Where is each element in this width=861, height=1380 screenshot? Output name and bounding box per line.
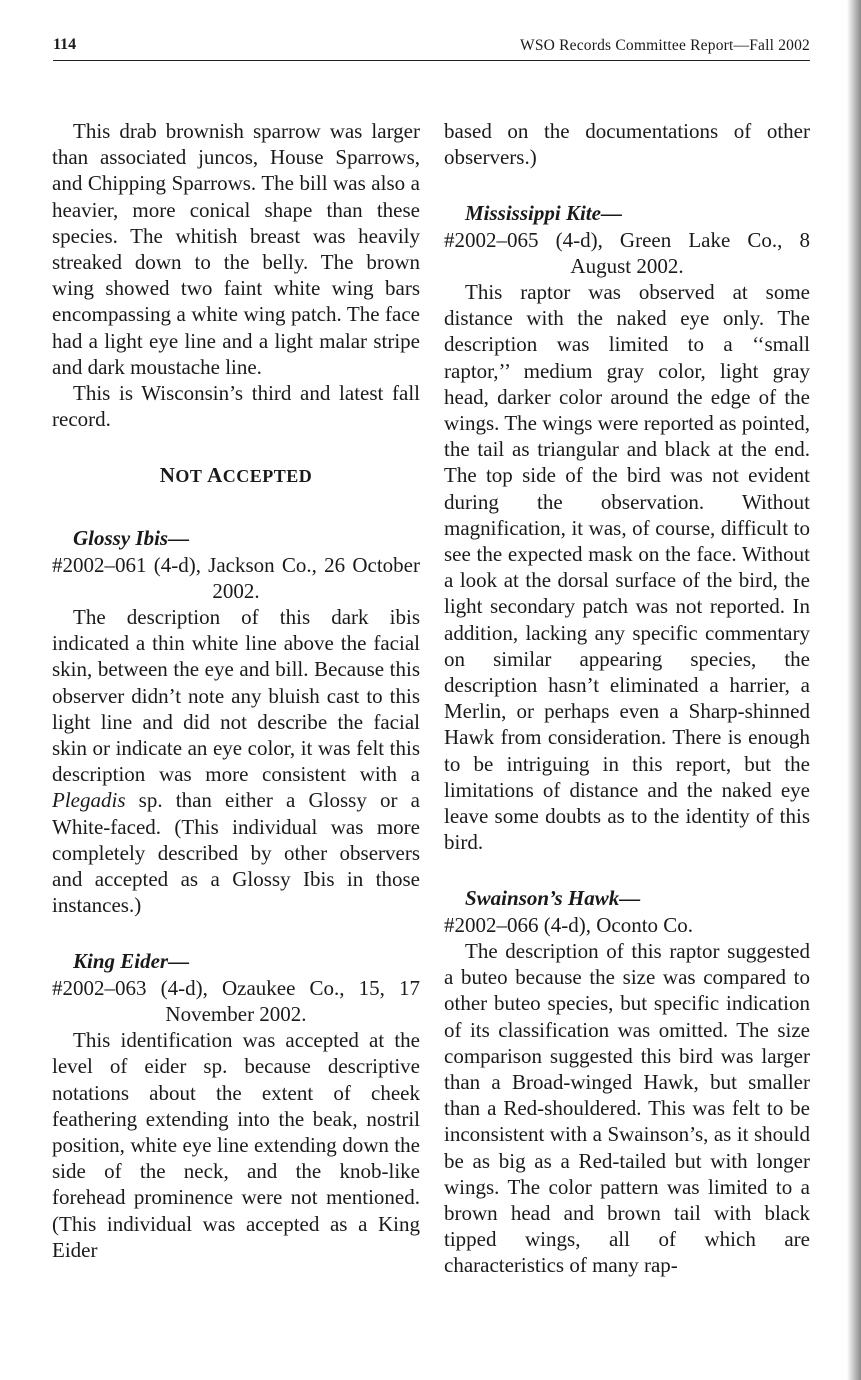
- glossy-ibis-continuation: based on the documentations of other observers.): [444, 119, 810, 170]
- record-glossy-ibis: #2002–061 (4-d), Jackson Co., 26 October 2002.: [52, 552, 420, 603]
- page-edge-shadow: [847, 0, 861, 1380]
- description-glossy-ibis: The description of this dark ibis indicated a thin white line above the facial skin, between the eye and bill. Because this observer didn’t note any bluish cast to this light line and did not describe the facial skin or indicate an eye color, it was felt this description was more consistent with a Plegadis sp. than either a Glossy or a White-faced. (This individual was more completely described by other observers and accepted as a Glossy Ibis in those instances.): [52, 605, 420, 918]
- left-column: [52, 118, 420, 1263]
- running-header: [53, 36, 810, 61]
- description-king-eider: This identification was accepted at the level of eider sp. because descriptive notations about the extent of cheek feathering extending into the beak, nostril position, white eye line extending down the side of the neck, and the knob-like forehead prominence were not mentioned. (This individual was accepted as a King Eider: [52, 1028, 420, 1262]
- species-title-mississippi-kite: Mississippi Kite—: [465, 201, 622, 226]
- species-title-swainsons-hawk: Swainson’s Hawk—: [465, 886, 641, 911]
- species-title-glossy-ibis: Glossy Ibis—: [73, 526, 190, 551]
- record-swainsons-hawk: #2002–066 (4-d), Oconto Co.: [444, 912, 694, 937]
- species-title-king-eider: King Eider—: [73, 949, 190, 974]
- description-mississippi-kite: This raptor was observed at some distance with the naked eye only. The description was limited to a ‘‘small raptor,’’ medium gray color, light gray head, darker color around the edge of the wings. The wings were reported as pointed, the tail as triangular and black at the end. The top side of the bird was not evident during the observation. Without magnification, it was, of course, difficult to see the expected mask on the face. Without a look at the dorsal surface of the bird, the light secondary patch was not reported. In addition, lacking any specific commentary on similar appearing species, the description hasn’t eliminated a harrier, a Merlin, or perhaps even a Sharp-shinned Hawk from consideration. There is enough to be intriguing in this report, but the limitations of distance and the naked eye leave some doubts as to the identity of this bird.: [444, 280, 810, 855]
- record-king-eider: #2002–063 (4-d), Ozaukee Co., 15, 17 November 2002.: [52, 975, 420, 1026]
- record-mississippi-kite: #2002–065 (4-d), Green Lake Co., 8 August 2002.: [444, 227, 810, 278]
- sparrow-description: This drab brownish sparrow was larger than associated juncos, House Sparrows, and Chipping Sparrows. The bill was also a heavier, more conical shape than these species. The whitish breast was heavily streaked down to the belly. The brown wing showed two faint white wing bars encompassing a white wing patch. The face had a light eye line and a light malar stripe and dark moustache line.: [52, 119, 420, 379]
- section-heading-not-accepted: NOT ACCEPTED: [159, 463, 313, 488]
- running-title: WSO Records Committee Report—Fall 2002: [519, 37, 810, 54]
- description-swainsons-hawk: The description of this raptor suggested a buteo because the size was compared to other buteo species, but specific indication of its classification was omitted. The size comparison suggested this bird was larger than a Broad-winged Hawk, but smaller than a Red-shouldered. This was felt to be inconsistent with a Swainson’s, as it should be as big as a Red-tailed but with longer wings. The color pattern was limited to a brown head and brown tail with black tipped wings, all of which are characteristics of many rap-: [444, 938, 810, 1278]
- page-number: 114: [53, 36, 77, 53]
- sparrow-record-note: This is Wisconsin’s third and latest fall record.: [52, 381, 420, 432]
- right-column: [444, 118, 810, 1279]
